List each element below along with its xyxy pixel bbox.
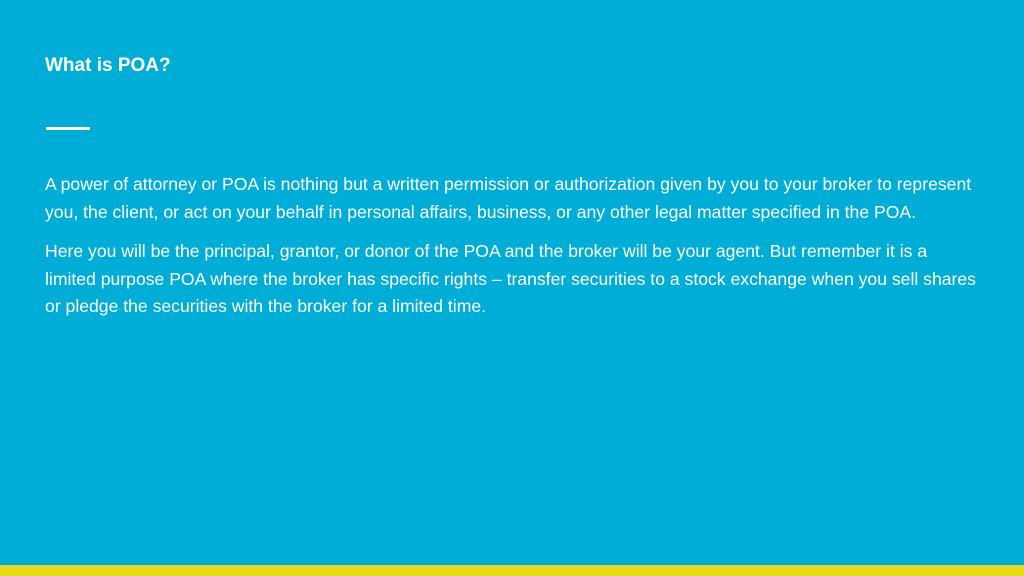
title-accent-line [46,127,90,130]
body-paragraph-1: A power of attorney or POA is nothing but a written permission or authorization given by you to your broker to represent you, the client, or act on your behalf in personal affairs, business, or any other legal matter specified in the POA. [45,174,972,222]
slide-title: What is POA? [45,55,171,76]
body-paragraph-2: Here you will be the principal, grantor, or donor of the POA and the broker will be your agent. But remember it is a limited purpose POA where the broker has specific rights – transfer securities to a stock exchange when you sell shares or pledge the securities with the broker for a limited time. [45,241,976,316]
footer-accent-bar [0,565,1024,576]
slide-body [45,171,980,333]
